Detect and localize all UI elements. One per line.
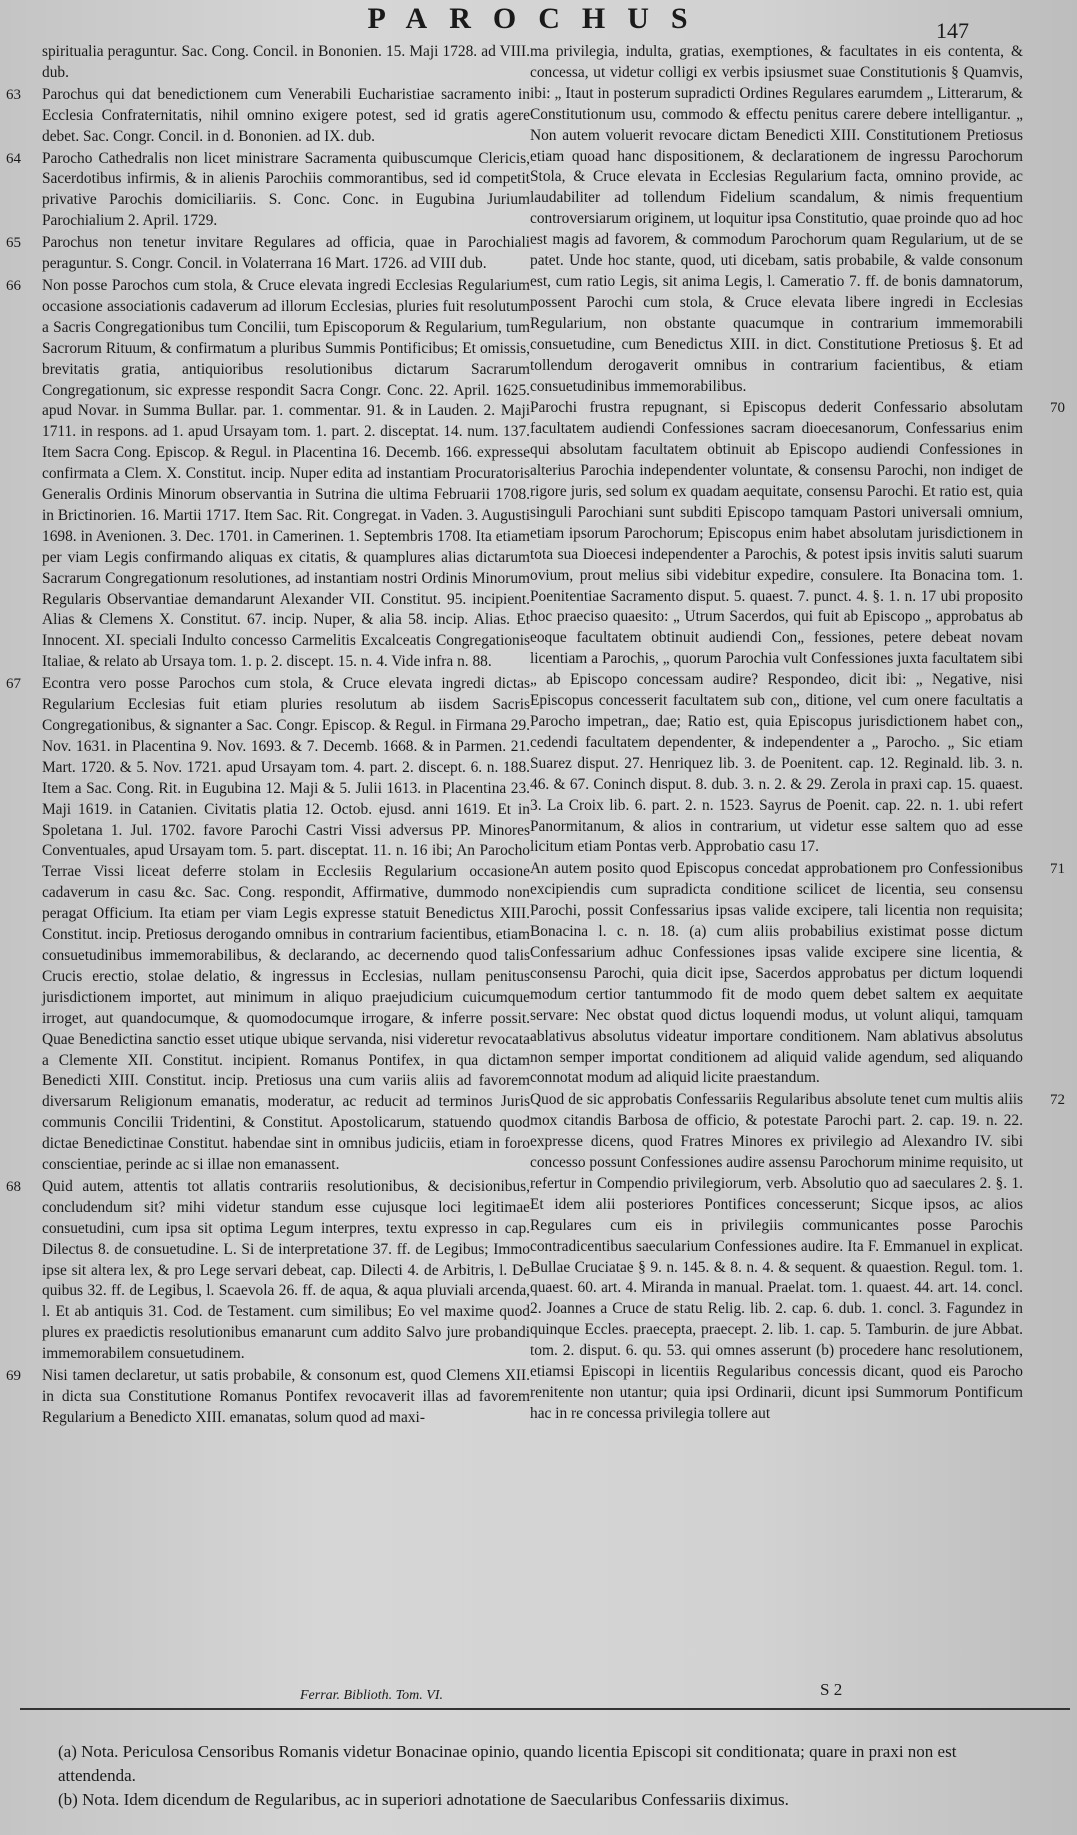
paragraph-number: 71 xyxy=(1050,861,1065,878)
paragraph-text: ma privilegia, indulta, gratias, exemptiones, & facultates in eis contenta, & concessa, ut videtur colligi ex verbis ipsiusmet suae Constitutionis § Quamvis, ibi: „ Itaut in posterum supradicti Ordines Regulares earumdem „ Litterarum, & Constitutionum usu, commodo & effectu penitus carere debere intelligantur. „ Non autem voluerit revocare dictam Benedicti XIII. Constitutionem Pretiosus etiam quoad hanc dispositionem, & declarationem de ingressu Parochorum Stola, & Cruce elevata in Ecclesias Regularium facta, omnino provide, ac laudabiliter ad tollendum Fidelium scandalum, & nimis frequentium controversiarum originem, ut loquitur ipsa Constitutio, quae proinde quo ad hoc est magis ad favorem, & commodum Parochorum quam Regularium, ut de se patet. Unde hoc stante, quod, uti dicebam, satis probabile, & valde consonum est, cum ratio Legis, sit anima Legis, l. Cameratio 7. ff. de bonis damnatorum, possent Parochi cum stola, & Cruce elevata libere ingredi in Ecclesias Regularium, non obstante quacumque in contrarium immemorabili consuetudine, cum Benedictus XIII. in dict. Constitutione Pretiosus §. Et ad tollendum derogaverit omnibus in contrarium facientibus, & etiam consuetudinibus immemorabilibus. xyxy=(530,43,1023,395)
footnotes xyxy=(58,1740,1038,1812)
paragraph xyxy=(6,85,530,148)
paragraph-text: Quid autem, attentis tot allatis contrariis resolutionibus, & decisionibus, concludendum sit? mihi videtur standum esse cujusque loci legitimae consuetudini, cum ipsa sit optima Legum interpres, textu expresso in cap. Dilectus 8. de consuetudine. L. Si de interpretatione 37. ff. de Legibus; Immo ipse sit altera lex, & pro Lege servari debeat, cap. Dilecti 4. de Arbitris, l. De quibus 32. ff. de Legibus, l. Scaevola 26. ff. de aqua, & aqua pluviali arcenda, l. Et ab antiquis 31. Cod. de Testament. cum similibus; Eo vel maxime quod plures ex praedictis resolutionibus emanarunt cum addito Salvo jure probandi immemorabilem consuetudinem. xyxy=(42,1177,530,1363)
page-number: 147 xyxy=(936,18,969,43)
paragraph xyxy=(6,276,530,673)
footnote-a: (a) Nota. Periculosa Censoribus Romanis videtur Bonacinae opinio, quando licentia Episcopi sit conditionata; quare in praxi non est attendenda. xyxy=(58,1742,957,1785)
paragraph xyxy=(530,398,1065,858)
left-column xyxy=(6,42,530,1430)
page-title: PAROCHUS xyxy=(367,2,710,35)
signature-mark: S 2 xyxy=(820,1680,843,1699)
paragraph-number: 63 xyxy=(6,86,21,103)
paragraph xyxy=(6,674,530,1176)
paragraph-text: Econtra vero posse Parochos cum stola, & Cruce elevata ingredi dictas Regularium Ecclesias fuit etiam pluries resolutum ab iisdem Sacris Congregationibus, & signanter a Sac. Congr. Episcop. & Regul. in Firmana 29. Nov. 1631. in Placentina 9. Nov. 1693. & 7. Decemb. 1668. & in Parmen. 21. Mart. 1720. & 5. Nov. 1721. apud Ursayam tom. 4. part. 2. discept. 6. n. 188. Item a Sac. Cong. Rit. in Eugubina 12. Maji & 5. Julii 1613. in Placentina 23. Maji 1619. in Catanien. Civitatis platia 12. Octob. ejusd. anni 1619. Et in Spoletana 1. Jul. 1702. favore Parochi Castri Vissi adversus PP. Minores Conventuales, apud Ursayam tom. 5. part. disceptat. 11. n. 16 ibi; An Parocho Terrae Vissi liceat deferre stolam in Ecclesiis Regularium occasione cadaverum in casu &c. Sac. Cong. respondit, Affirmative, dummodo non peragat Officium. Ita etiam per viam Legis expresse statuit Benedictus XIII. Constitut. incip. Pretiosus derogando omnibus in contrarium facientibus, etiam consuetudinibus immemorabilibus, & declarando, ac decernendo quod talis Crucis erectio, stolae delatio, & ingressus in Ecclesias, nullam penitus jurisdictionem importet, aut minimum in aliquo praejudicium cuicumque irroget, aut quandocumque, & quomodocumque irrogare, & inferre possit. Quae Benedictina sanctio esset utique ubique servanda, nisi videretur revocata a Clemente XII. Constitut. incipient. Romanus Pontifex, in qua dictam Benedicti XIII. Constitut. incip. Pretiosus una cum variis aliis ad favorem diversarum Religionum emanatis, moderatur, ac reducit ad terminos Juris communis Concilii Tridentini, & Constitut. Apostolicarum, statuendo quod dictae Benedictinae Constitut. habendae sint in omnibus judiciis, etiam in foro conscientiae, perinde ac si illae non emanassent. xyxy=(42,675,530,1174)
paragraph-text: Parochus qui dat benedictionem cum Venerabili Eucharistiae sacramento in Ecclesia Confraternitatis, nihil omnino exigere potest, sed id gratis agere debet. Sac. Congr. Concil. in d. Bononien. ad IX. dub. xyxy=(42,85,530,145)
running-footer: Ferrar. Biblioth. Tom. VI. xyxy=(300,1688,443,1703)
paragraph-text: Non posse Parochos cum stola, & Cruce elevata ingredi Ecclesias Regularium occasione associationis cadaverum ad illorum Ecclesias, pluries fuit resolutum a Sacris Congregationibus tum Concilii, tum Episcoporum & Regularium, tum Sacrorum Rituum, & confirmatum a pluribus Summis Pontificibus; Et omissis, brevitatis gratia, antiquioribus resolutionibus dictarum Sacrarum Congregationum, sic expresse respondit Sacra Congr. Conc. 22. April. 1625. apud Novar. in Summa Bullar. par. 1. commentar. 91. & in Lauden. 2. Maji 1711. in respons. ad 1. apud Ursayam tom. 1. part. 2. disceptat. 14. num. 137. Item Sacra Cong. Episcop. & Regul. in Placentina 16. Decemb. 166. expresse confirmata a Clem. X. Constitut. incip. Nuper edita ad instantiam Procuratoris Generalis Ordinis Minorum observantia in Sutrina die ultima Februarii 1708. in Brictinorien. 16. Martii 1717. Item Sac. Rit. Congregat. in Vaden. 3. Augusti 1698. in Avenionen. 3. Dec. 1701. in Camerinen. 1. Septembris 1708. Ita etiam per viam Legis confirmando aliquas ex citatis, & quamplures alias dictarum Sacrarum Congregationum resolutiones, ad instantiam nostri Ordinis Minorum Regularis Observantiae demandarunt Alexander VII. Constitut. 95. incipient. Alias & Clemens X. Constitut. 67. incip. Nuper, & alia 58. incip. Alias. Et Innocent. XI. speciali Indulto concesso Carmelitis Excalceatis Congregationis Italiae, & relato ab Ursaya tom. 1. p. 2. discept. 15. n. 4. Vide infra n. 88. xyxy=(42,276,530,671)
paragraph-text: Parochi frustra repugnant, si Episcopus dederit Confessario absolutam facultatem audiendi Confessiones sacram dioecesanorum, Confessarius enim qui absolutam facultatem obtinuit ab Episcopo audiendi Confessiones in alterius Parochia independenter voluntate, & consensu Parochi, non indiget de rigore juris, sed solum ex quadam aequitate, consensu Parochi. Et ratio est, quia singuli Parochiani sunt subditi Episcopo tamquam Pastori universali omnium, etiam ipsorum Parochorum; Episcopus enim habet absolutam jurisdictionem in tota sua Dioecesi independenter a Parochis, & potest ipsis invitis saluti suarum ovium, prout melius sibi videbitur expedire, consulere. Ita Bonacina tom. 1. Poenitentiae Sacramento disput. 5. quaest. 7. punct. 4. §. 1. n. 17 ubi proposito hoc praeciso quaesito: „ Utrum Sacerdos, qui fuit ab Episcopo „ approbatus ab eoque facultatem obtinuit audiendi Con„ fessiones, petere debeat novam licentiam a Parochis, „ quorum Parochia vult Confessiones juxta facultatem sibi „ ab Episcopo concessam audire? Respondeo, dicit ibi: „ Negative, nisi Episcopus concesserit facultatem sub con„ ditione, vel cum onere facultatis a Parocho impetran„ dae; Ratio est, quia Episcopus jurisdictionem habet con„ cedendi facultatem dependenter, & independenter a „ Parocho. „ Sic etiam Suarez disput. 27. Henriquez lib. 3. de Poenitent. cap. 12. Reginald. lib. 3. n. 46. & 67. Coninch disput. 8. dub. 3. n. 2. & 29. Zerola in praxi cap. 15. quaest. 3. La Croix lib. 6. part. 2. n. 1523. Sayrus de Poenit. cap. 22. n. 1. ubi refert Panormitanum, & alios in contrarium, ut videtur esse saltem quo ad esse licitum etiam Pontas verb. Approbatio casu 17. xyxy=(530,399,1023,856)
paragraph-number: 72 xyxy=(1050,1092,1065,1109)
paragraph xyxy=(530,859,1065,1089)
paragraph-number: 70 xyxy=(1050,400,1065,417)
paragraph-number: 66 xyxy=(6,277,21,294)
paragraph-text: Parocho Cathedralis non licet ministrare Sacramenta quibuscumque Clericis, Sacerdotibus infirmis, & in alienis Parochiis commorantibus, sed id competit privative Parochis domiciliariis. S. Conc. Conc. in Eugubina Jurium Parochialium 2. April. 1729. xyxy=(42,149,530,230)
paragraph-text: Nisi tamen declaretur, ut satis probabile, & consonum est, quod Clemens XII. in dicta sua Constitutione Romanus Pontifex revocaverit illas ad favorem Regularium a Benedicto XIII. emanatas, solum quod ad maxi- xyxy=(42,1367,530,1426)
right-column xyxy=(530,42,1065,1426)
paragraph xyxy=(530,1090,1065,1425)
paragraph-text: Parochus non tenetur invitare Regulares ad officia, quae in Parochiali peraguntur. S. Congr. Concil. in Volaterrana 16 Mart. 1726. ad VIII dub. xyxy=(42,234,530,273)
paragraph-number: 64 xyxy=(6,150,21,167)
paragraph-number: 69 xyxy=(6,1368,21,1385)
paragraph-number: 67 xyxy=(6,676,21,693)
paragraph-text: spiritualia peraguntur. Sac. Cong. Concil. in Bononien. 15. Maji 1728. ad VIII. dub. xyxy=(42,43,530,81)
paragraph-number: 65 xyxy=(6,235,21,252)
footnote-b: (b) Nota. Idem dicendum de Regularibus, ac in superiori adnotatione de Saecularibus Confessariis diximus. xyxy=(58,1790,789,1809)
paragraph xyxy=(6,1177,530,1365)
paragraph-text: An autem posito quod Episcopus concedat approbationem pro Confessionibus excipiendis cum supradicta conditione scilicet de licentia, seu consensu Parochi, possit Confessarius ipsas valide excipere, tali licentia non requisita; Bonacina l. c. n. 18. (a) cum aliis probabilius existimat posse dictum Confessarium adhuc Confessiones ipsas valide excipere sine licentia, & consensu Parochi, quia dicit ipse, Sacerdos approbatus per dictum loquendi modum certior tantummodo fit de modo quem debet saltem ex aequitate servare: Nec obstat quod dictus loquendi modus, ut volunt aliqui, tamquam ablativus absolutus videatur importare conditionem. Nam ablativus absolutus non semper importat conditionem ad aliquid valide agendum, sed aliquando connotat modum ad aliquid licite praestandum. xyxy=(530,860,1023,1087)
paragraph xyxy=(530,42,1023,397)
footnote-rule xyxy=(20,1708,1070,1710)
paragraph-text: Quod de sic approbatis Confessariis Regularibus absolute tenet cum multis aliis mox citandis Barbosa de officio, & potestate Parochi part. 2. cap. 19. n. 22. expresse dicens, quod Fratres Minores ex privilegio ad Alexandro IV. sibi concesso possunt Confessiones audire assensu Parochorum minime requisito, ut refertur in Compendio privilegiorum, verb. Absolutio quo ad saeculares 2. §. 1. Et idem alii posteriores Pontifices concesserunt; Sicque ipsos, ac alios Regulares cum eis in privilegiis communicantes posse Parochis contradicentibus saecularium Confessiones audire. Ita F. Emmanuel in explicat. Bullae Cruciatae § 9. n. 145. & 8. n. 4. & sequent. & quaestion. Regul. tom. 1. quaest. 60. art. 4. Miranda in manual. Praelat. tom. 1. quaest. 44. art. 14. concl. 2. Joannes a Cruce de statu Relig. lib. 2. cap. 6. dub. 1. concl. 3. Fagundez in quinque Eccles. praecepta, praecept. 2. lib. 1. cap. 5. Tamburin. de jure Abbat. tom. 2. disput. 6. qu. 53. qui omnes asserunt (b) procedere hanc resolutionem, etiamsi Episcopi in licentiis Regularibus concessis dicant, quod eis Parocho renitente non utantur; quia ipsi Ordinarii, dicunt ipsi Summorum Pontificum hac in re concessa privilegia tollere aut xyxy=(530,1091,1023,1422)
paragraph xyxy=(42,42,530,84)
paragraph xyxy=(6,149,530,233)
paragraph-number: 68 xyxy=(6,1178,21,1195)
paragraph xyxy=(6,233,530,275)
page-header xyxy=(0,0,1077,42)
paragraph xyxy=(6,1366,530,1429)
